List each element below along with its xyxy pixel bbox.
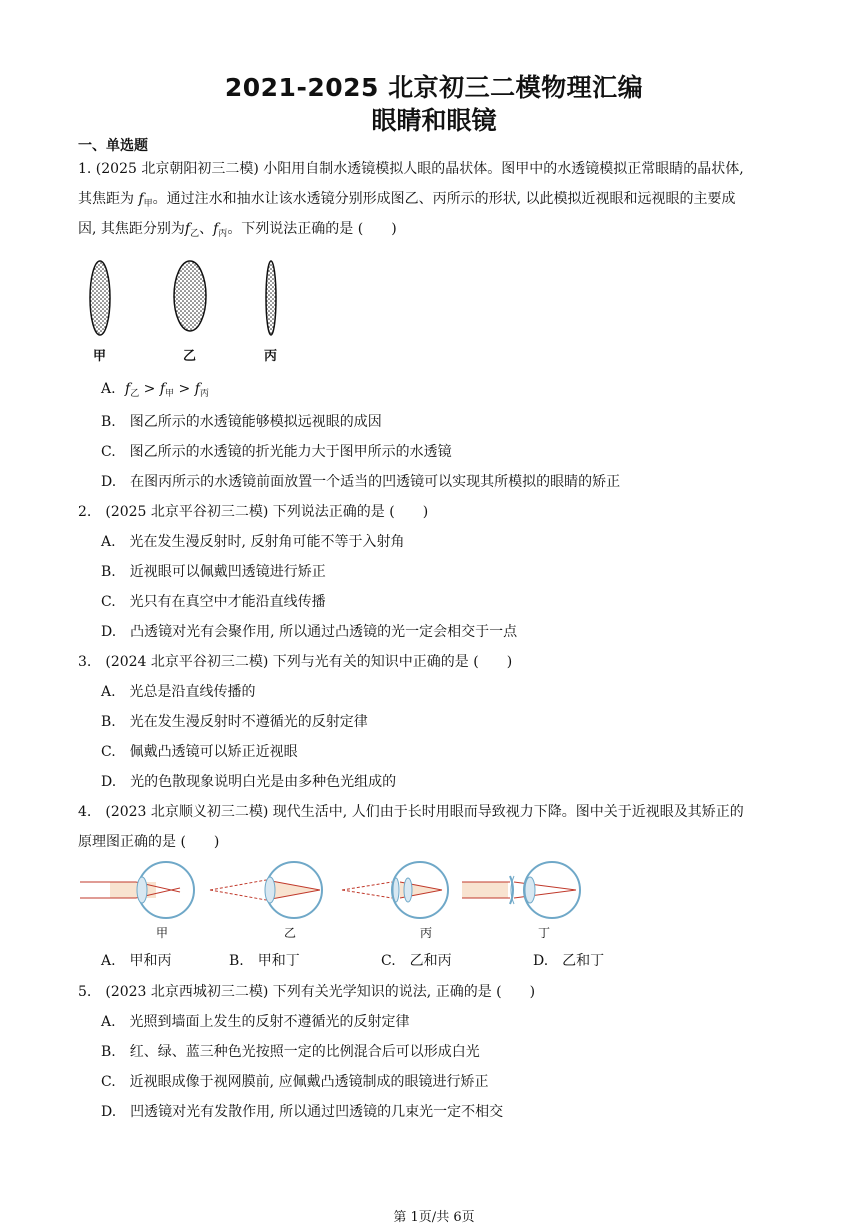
lens-label-jia: 甲 — [93, 349, 107, 364]
q3-option-d[interactable]: D. 光的色散现象说明白光是由多种色光组成的 — [101, 774, 397, 790]
q5-option-c[interactable]: C. 近视眼成像于视网膜前, 应佩戴凸透镜制成的眼镜进行矫正 — [101, 1074, 489, 1090]
eye-label-yi: 乙 — [284, 926, 297, 940]
lens-bing — [266, 261, 276, 335]
q4-option-d[interactable]: D. 乙和丁 — [533, 953, 605, 969]
q1-stem-line1: 1. (2025 北京朝阳初三二模) 小阳用自制水透镜模拟人眼的晶状体。图甲中的水透镜模拟正常眼睛的晶状体, — [78, 161, 744, 177]
q4-stem-line2: 原理图正确的是 ( ) — [78, 834, 220, 850]
eye-label-ding: 丁 — [538, 926, 551, 940]
lens-jia — [90, 261, 110, 335]
lens-label-bing: 丙 — [264, 349, 278, 364]
q3-option-a[interactable]: A. 光总是沿直线传播的 — [101, 684, 256, 700]
q4-option-b[interactable]: B. 甲和丁 — [229, 953, 300, 969]
q3-option-b[interactable]: B. 光在发生漫反射时不遵循光的反射定律 — [101, 714, 368, 730]
q1-option-b[interactable]: B. 图乙所示的水透镜能够模拟远视眼的成因 — [101, 414, 382, 430]
document-title: 2021-2025 北京初三二模物理汇编 — [224, 73, 644, 102]
q1-option-a[interactable]: A. $f_乙 > f_甲 > f_丙$ — [101, 381, 209, 399]
q2-option-b[interactable]: B. 近视眼可以佩戴凹透镜进行矫正 — [101, 564, 326, 580]
q1-lens-figure — [80, 258, 300, 348]
eye-label-jia: 甲 — [156, 926, 169, 940]
document-subtitle: 眼睛和眼镜 — [371, 106, 497, 135]
q4-option-a[interactable]: A. 甲和丙 — [101, 953, 172, 969]
eye-diagram-yi — [210, 862, 322, 918]
q5-option-d[interactable]: D. 凹透镜对光有发散作用, 所以通过凹透镜的几束光一定不相交 — [101, 1104, 504, 1120]
q1-stem-line3: 因, 其焦距分别为$f_乙$、$f_丙$。下列说法正确的是 ( ) — [78, 221, 397, 239]
q2-option-d[interactable]: D. 凸透镜对光有会聚作用, 所以通过凸透镜的光一定会相交于一点 — [101, 624, 518, 640]
q2-option-a[interactable]: A. 光在发生漫反射时, 反射角可能不等于入射角 — [101, 534, 405, 550]
eye-label-bing: 丙 — [420, 926, 433, 940]
section-heading: 一、单选题 — [78, 138, 148, 154]
q4-option-c[interactable]: C. 乙和丙 — [381, 953, 452, 969]
q5-option-b[interactable]: B. 红、绿、蓝三种色光按照一定的比例混合后可以形成白光 — [101, 1044, 480, 1060]
q5-option-a[interactable]: A. 光照到墙面上发生的反射不遵循光的反射定律 — [101, 1014, 410, 1030]
page-footer: 第 1页/共 6页 — [393, 1210, 475, 1225]
lens-yi — [174, 261, 206, 331]
q4-eye-diagrams — [80, 858, 590, 922]
q3-option-c[interactable]: C. 佩戴凸透镜可以矫正近视眼 — [101, 744, 298, 760]
q1-option-d[interactable]: D. 在图丙所示的水透镜前面放置一个适当的凹透镜可以实现其所模拟的眼睛的矫正 — [101, 474, 621, 490]
q5-stem: 5. (2023 北京西城初三二模) 下列有关光学知识的说法, 正确的是 ( ) — [78, 984, 536, 1000]
lens-label-yi: 乙 — [183, 349, 197, 364]
q1-option-c[interactable]: C. 图乙所示的水透镜的折光能力大于图甲所示的水透镜 — [101, 444, 452, 460]
eye-diagram-ding — [462, 862, 580, 918]
eye-diagram-jia — [80, 862, 194, 918]
q1-stem-line2: 其焦距为 $f_甲$。通过注水和抽水让该水透镜分别形成图乙、丙所示的形状, 以此模拟近视眼和远视眼的主要成 — [78, 191, 736, 209]
q4-stem-line1: 4. (2023 北京顺义初三二模) 现代生活中, 人们由于长时用眼而导致视力下降。图中关于近视眼及其矫正的 — [78, 804, 744, 820]
q3-stem: 3. (2024 北京平谷初三二模) 下列与光有关的知识中正确的是 ( ) — [78, 654, 513, 670]
q2-option-c[interactable]: C. 光只有在真空中才能沿直线传播 — [101, 594, 326, 610]
eye-diagram-bing — [342, 862, 448, 918]
q2-stem: 2. (2025 北京平谷初三二模) 下列说法正确的是 ( ) — [78, 504, 429, 520]
